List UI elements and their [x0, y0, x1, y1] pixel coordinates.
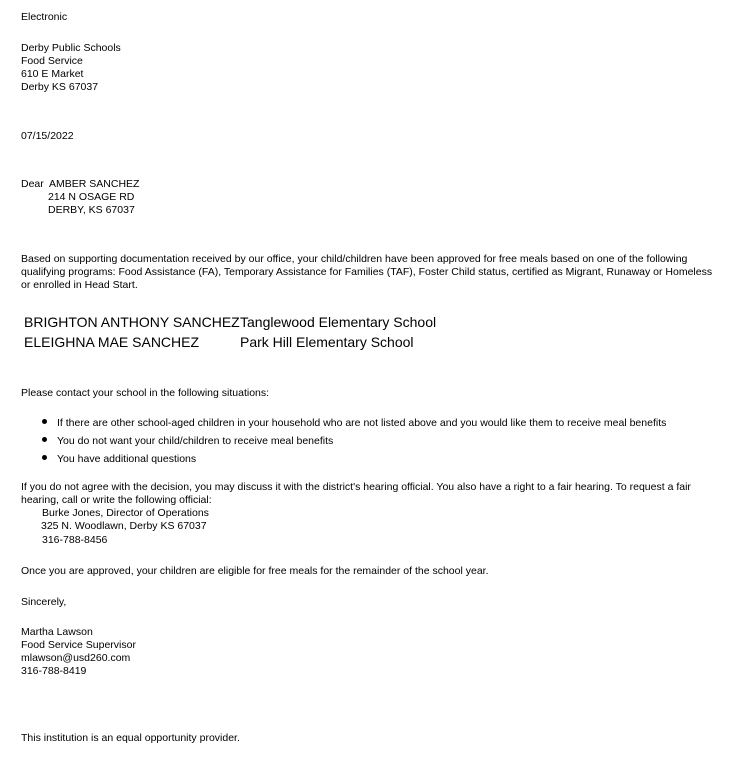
list-item: If there are other school-aged children in your household who are not listed above and you would like them to receive meal benefits: [21, 416, 666, 434]
salutation: Dear: [21, 178, 44, 190]
sender-street: 610 E Market: [21, 68, 84, 80]
official-phone: 316-788-8456: [42, 534, 108, 546]
student-list: [24, 312, 436, 352]
official-name-title: Burke Jones, Director of Operations: [42, 507, 209, 519]
recipient-name: AMBER SANCHEZ: [49, 178, 140, 190]
signature-block: [21, 626, 136, 678]
student-school: Park Hill Elementary School: [240, 334, 414, 350]
hearing-paragraph: If you do not agree with the decision, you may discuss it with the district's hearing official. You also have a right to a fair hearing. To request a fair hearing, call or write the following official:: [21, 481, 691, 506]
sender-city: Derby KS 67037: [21, 81, 99, 93]
recipient-street: 214 N OSAGE RD: [48, 191, 135, 203]
eligibility-statement: Once you are approved, your children are eligible for free meals for the remainder of the school year.: [21, 565, 489, 577]
letter-date: 07/15/2022: [21, 130, 74, 142]
list-item: You do not want your child/children to receive meal benefits: [21, 434, 666, 452]
student-row: [24, 312, 436, 332]
student-name: ELEIGHNA MAE SANCHEZ: [24, 334, 200, 350]
closing: Sincerely,: [21, 596, 67, 608]
situations-list: [21, 416, 666, 470]
list-item: You have additional questions: [21, 452, 666, 470]
recipient-address: [21, 178, 139, 217]
recipient-city: DERBY, KS 67037: [48, 204, 135, 216]
approval-paragraph: Based on supporting documentation received by our office, your child/children have been approved for free meals based on one of the following qualifying programs: Food Assistance (FA), Temporary Assistance for Families (TAF), Foster Child status, certified as Migrant, Runaway or Homeless or enrolled in Head Start.: [21, 253, 713, 291]
contact-intro: Please contact your school in the following situations:: [21, 387, 270, 399]
signer-email: mlawson@usd260.com: [21, 652, 131, 664]
sender-address: [21, 42, 121, 94]
student-school: Tanglewood Elementary School: [240, 314, 437, 330]
signer-name: Martha Lawson: [21, 626, 93, 638]
delivery-method: Electronic: [21, 11, 68, 23]
signer-phone: 316-788-8419: [21, 665, 87, 677]
footer-statement: This institution is an equal opportunity provider.: [21, 732, 240, 744]
signer-title: Food Service Supervisor: [21, 639, 136, 651]
student-row: [24, 332, 436, 352]
official-address: 325 N. Woodlawn, Derby KS 67037: [41, 520, 207, 532]
student-name: BRIGHTON ANTHONY SANCHEZ: [24, 314, 240, 330]
sender-org: Derby Public Schools: [21, 42, 121, 54]
sender-dept: Food Service: [21, 55, 83, 67]
hearing-official: [21, 507, 209, 547]
